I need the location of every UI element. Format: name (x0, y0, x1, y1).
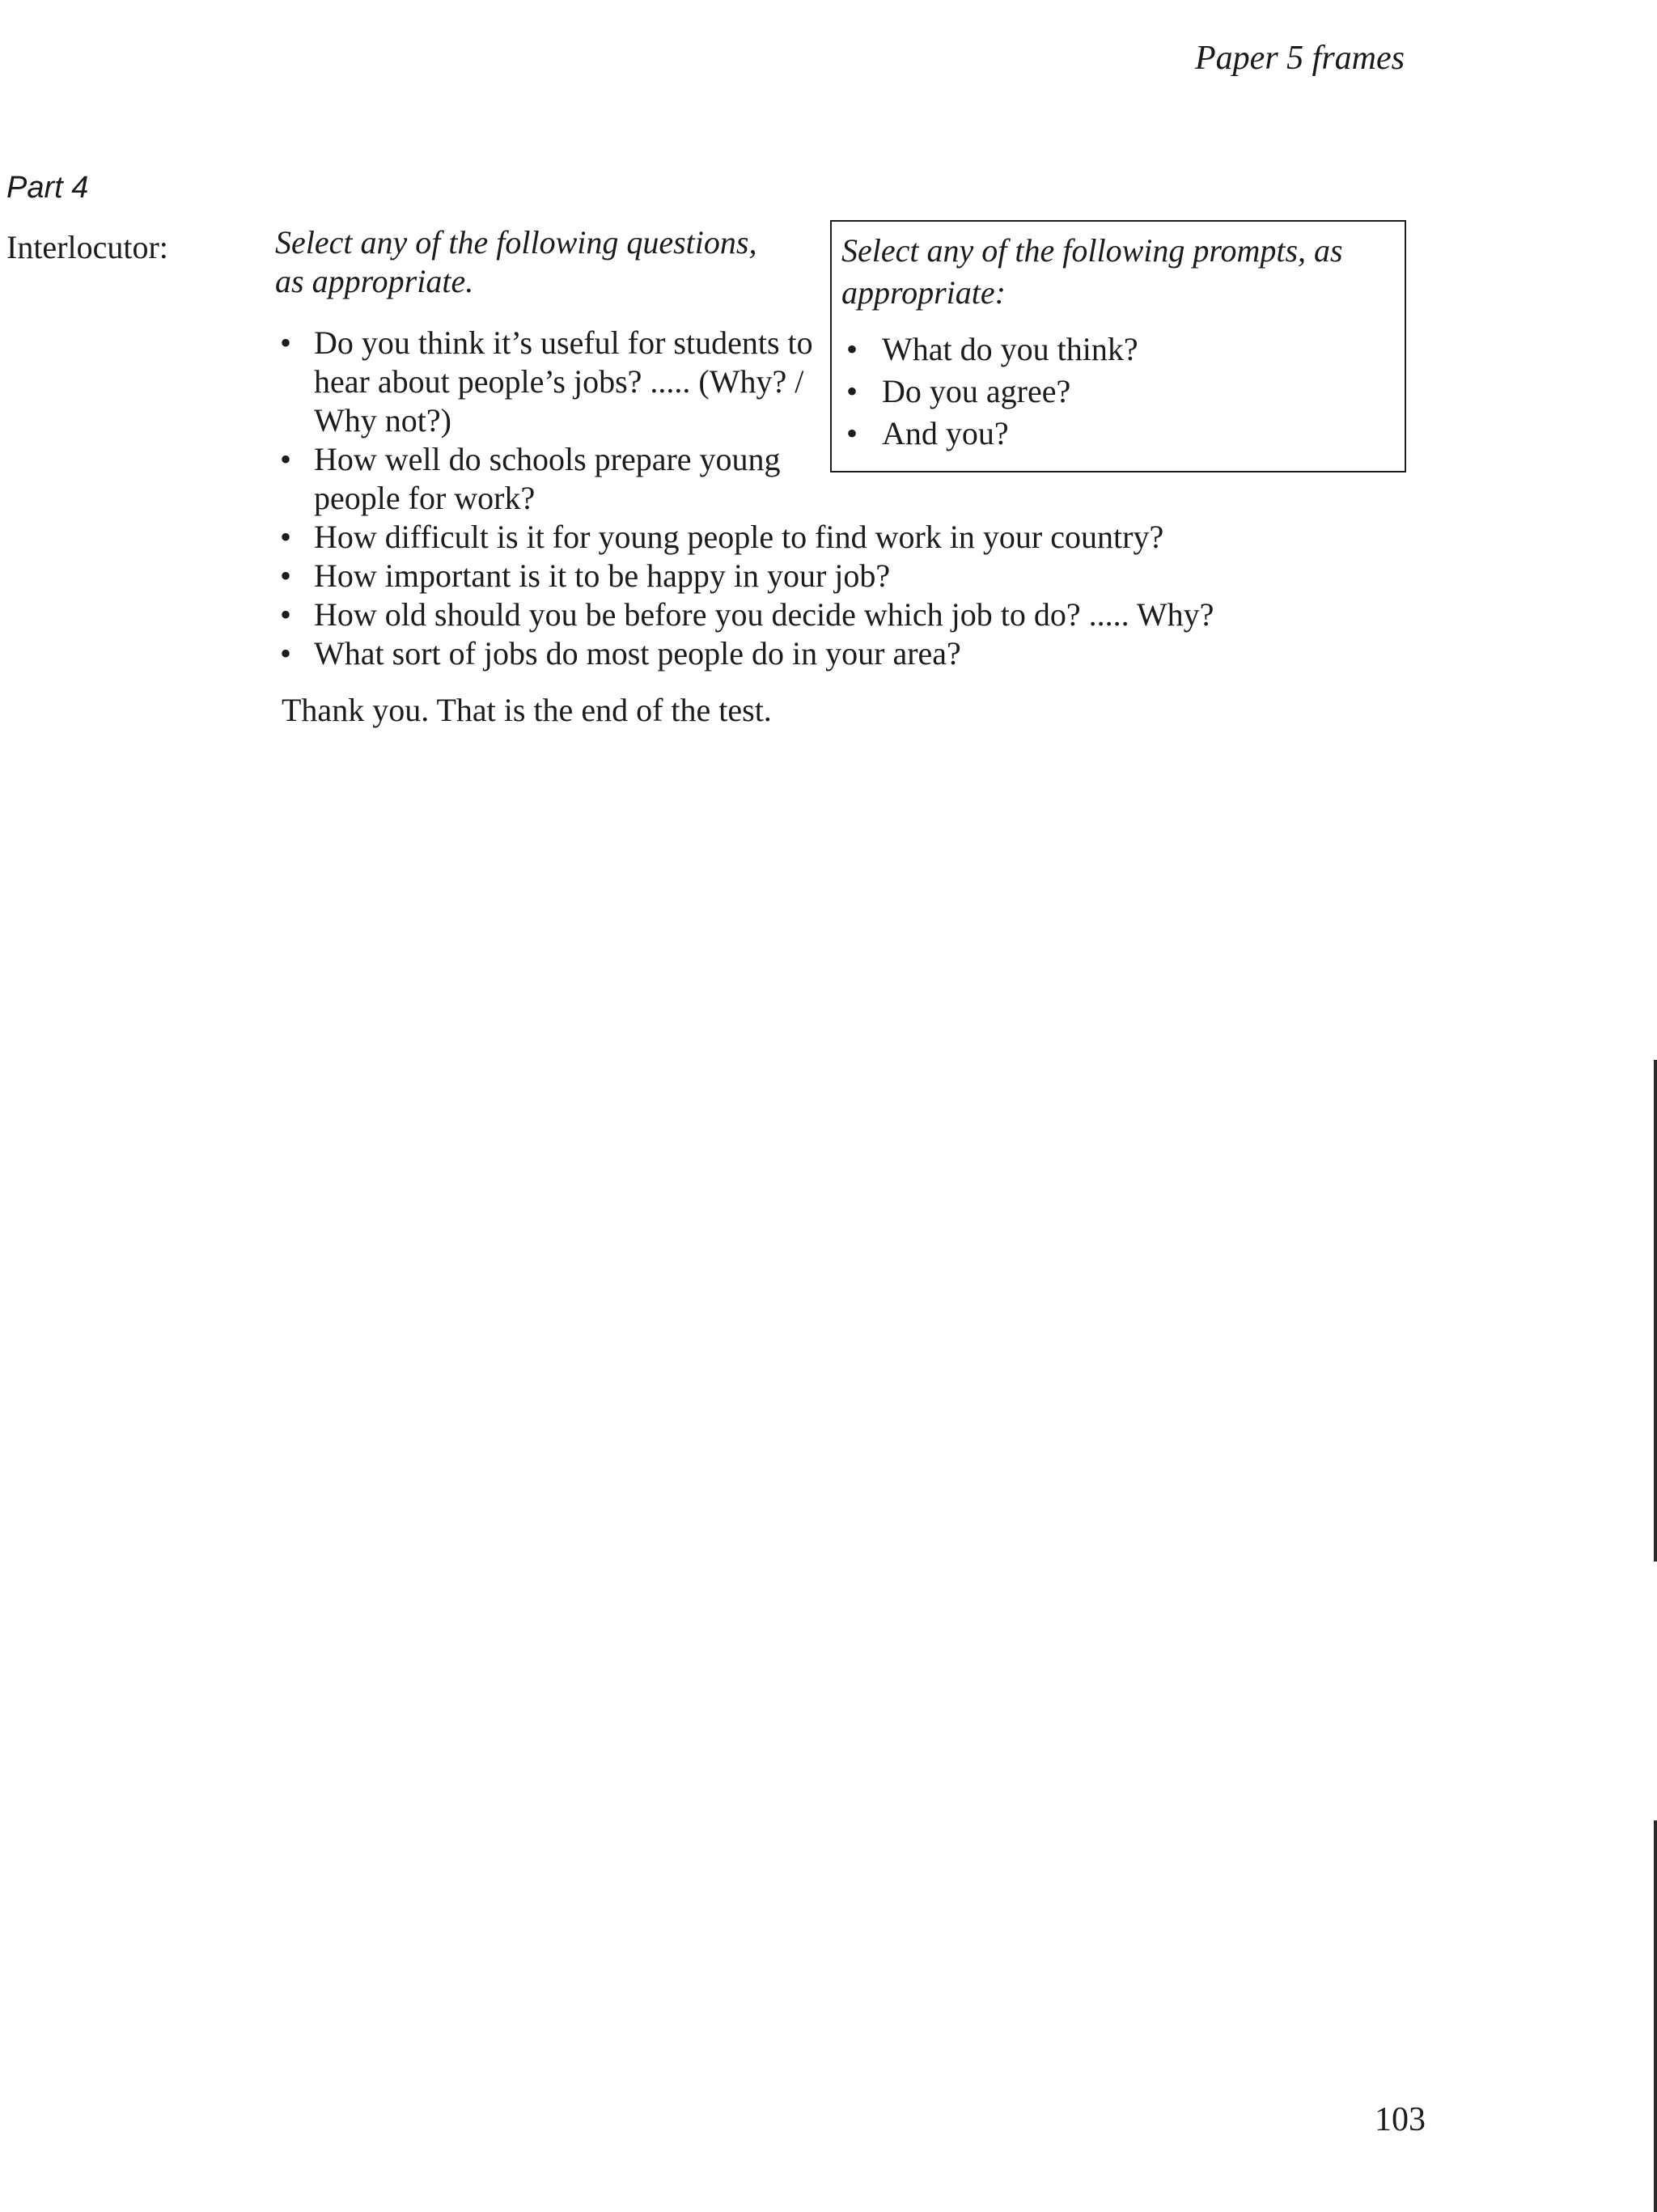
bullet-icon: • (280, 596, 292, 633)
question-item (275, 557, 1384, 595)
prompt-item (841, 371, 1392, 413)
question-text: What sort of jobs do most people do in your area? (314, 635, 961, 672)
closing-line: Thank you. That is the end of the test. (282, 692, 772, 728)
question-text: Do you think it’s useful for students to hear about people’s jobs? ..... (Why? / Why not?) (314, 324, 813, 439)
prompt-text: Do you agree? (882, 373, 1071, 409)
question-item (275, 440, 832, 518)
bullet-icon: • (846, 373, 858, 409)
running-head: Paper 5 frames (1195, 40, 1405, 77)
bullet-icon: • (846, 415, 858, 451)
scan-edge-mark (1654, 1060, 1657, 1562)
question-item (275, 595, 1384, 634)
question-item (275, 324, 832, 440)
question-text: How well do schools prepare young people for work? (314, 441, 781, 516)
prompt-item (841, 328, 1392, 371)
bullet-icon: • (280, 324, 292, 361)
speaker-label: Interlocutor: (6, 229, 168, 265)
page-number: 103 (1375, 2101, 1426, 2138)
question-text: How old should you be before you decide which job to do? ..... Why? (314, 596, 1214, 633)
prompt-box (830, 220, 1406, 472)
prompt-box-title: Select any of the following prompts, as appropriate: (841, 232, 1343, 311)
scan-edge-mark (1654, 1820, 1657, 2212)
bullet-icon: • (280, 635, 292, 672)
question-item (275, 634, 1384, 673)
bullet-icon: • (280, 441, 292, 477)
prompt-text: And you? (882, 415, 1009, 451)
prompt-text: What do you think? (882, 331, 1138, 367)
prompt-item (841, 413, 1392, 455)
questions-instruction: Select any of the following questions, as appropriate. (275, 224, 757, 299)
part-heading: Part 4 (6, 171, 89, 205)
question-text: How important is it to be happy in your job? (314, 557, 891, 594)
bullet-icon: • (280, 557, 292, 594)
question-text: How difficult is it for young people to find work in your country? (314, 519, 1164, 555)
bullet-icon: • (846, 331, 858, 367)
bullet-icon: • (280, 519, 292, 555)
question-item (275, 518, 1384, 557)
prompt-list (841, 328, 1392, 455)
